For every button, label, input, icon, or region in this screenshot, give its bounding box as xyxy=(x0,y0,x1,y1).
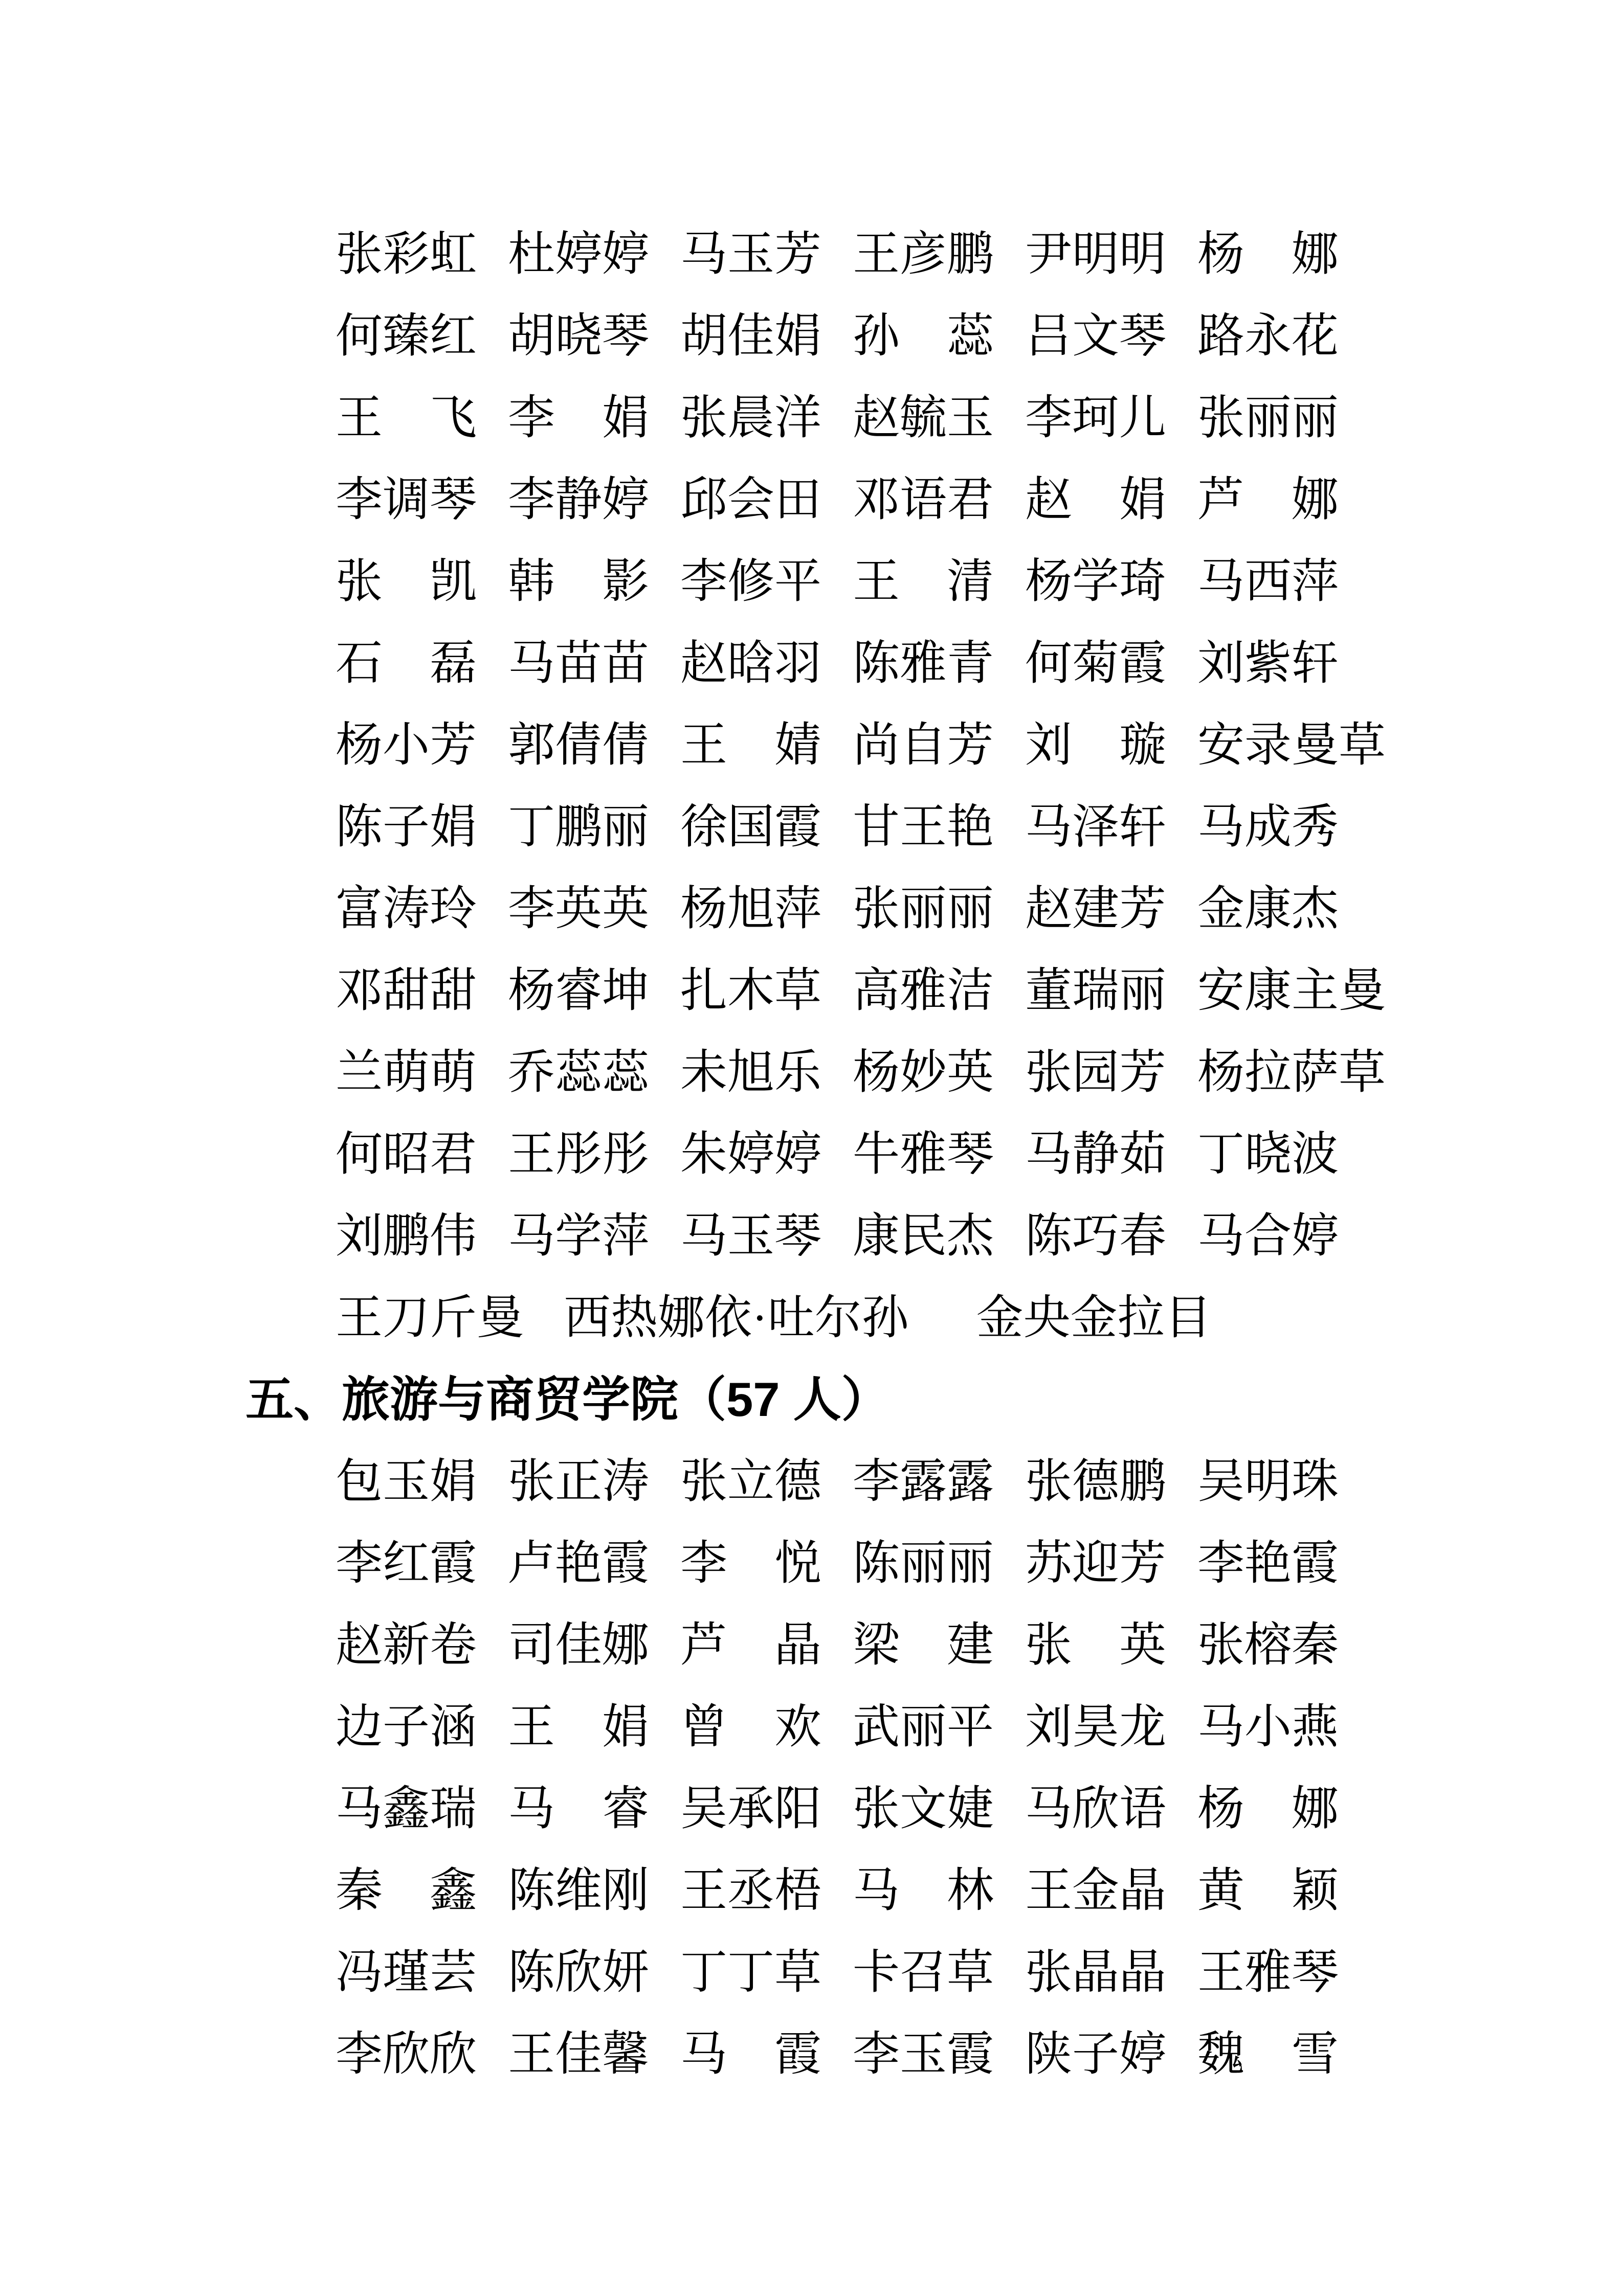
student-name: 马欣语 xyxy=(1025,1783,1167,1835)
student-name: 邱会田 xyxy=(680,474,822,526)
student-name: 李红霞 xyxy=(336,1537,477,1589)
student-name: 乔蕊蕊 xyxy=(508,1046,650,1098)
student-name: 金央金拉目 xyxy=(976,1292,1212,1344)
student-name: 石 磊 xyxy=(336,637,477,689)
student-name: 杨睿坤 xyxy=(508,964,650,1017)
student-name: 尚自芳 xyxy=(853,719,994,771)
name-row xyxy=(336,295,1624,377)
name-row xyxy=(336,2013,1624,2095)
student-name: 胡晓琴 xyxy=(508,310,650,362)
student-name: 赵新卷 xyxy=(336,1619,477,1671)
student-name: 张正涛 xyxy=(508,1455,650,1507)
student-name: 赵建芳 xyxy=(1025,883,1167,935)
student-name: 张 英 xyxy=(1025,1619,1167,1671)
name-row xyxy=(336,950,1624,1031)
name-list-top xyxy=(336,213,1624,1277)
student-name: 刘鹏伟 xyxy=(336,1210,477,1262)
student-name: 李修平 xyxy=(680,555,822,607)
student-name: 赵 娟 xyxy=(1025,474,1167,526)
student-name: 董瑞丽 xyxy=(1025,964,1167,1017)
student-name: 赵毓玉 xyxy=(853,392,994,444)
student-name: 陈欣妍 xyxy=(508,1946,650,1998)
student-name: 芦 娜 xyxy=(1197,474,1339,526)
student-name: 吕文琴 xyxy=(1025,310,1167,362)
student-name: 朱婷婷 xyxy=(680,1128,822,1180)
name-row xyxy=(336,1604,1624,1686)
name-list-content xyxy=(246,213,1624,2095)
name-list-bottom xyxy=(336,1440,1624,2095)
student-name: 边子涵 xyxy=(336,1701,477,1753)
student-name: 丁鹏丽 xyxy=(508,801,650,853)
name-row xyxy=(336,1440,1624,1522)
student-name: 黄 颖 xyxy=(1197,1864,1339,1917)
student-name: 马小燕 xyxy=(1197,1701,1339,1753)
student-name: 张德鹏 xyxy=(1025,1455,1167,1507)
student-name: 李英英 xyxy=(508,883,650,935)
student-name: 刘昊龙 xyxy=(1025,1701,1167,1753)
name-row xyxy=(336,1931,1624,2013)
name-row xyxy=(336,786,1624,868)
name-row xyxy=(336,1195,1624,1277)
name-row xyxy=(336,1031,1624,1113)
student-name: 马合婷 xyxy=(1197,1210,1339,1262)
section-heading-text: 五、旅游与商贸学院（57 人） xyxy=(246,1372,889,1426)
long-name-row xyxy=(336,1277,1624,1359)
student-name: 胡佳娟 xyxy=(680,310,822,362)
student-name: 牛雅琴 xyxy=(853,1128,994,1180)
student-name: 司佳娜 xyxy=(508,1619,650,1671)
student-name: 张彩虹 xyxy=(336,228,477,280)
student-name: 安录曼草 xyxy=(1197,719,1386,771)
student-name: 马 霞 xyxy=(680,2028,822,2080)
student-name: 张晶晶 xyxy=(1025,1946,1167,1998)
student-name: 卢艳霞 xyxy=(508,1537,650,1589)
student-name: 韩 影 xyxy=(508,555,650,607)
student-name: 李调琴 xyxy=(336,474,477,526)
student-name: 马玉芳 xyxy=(680,228,822,280)
student-name: 梁 建 xyxy=(853,1619,994,1671)
student-name: 张 凯 xyxy=(336,555,477,607)
student-name: 武丽平 xyxy=(853,1701,994,1753)
student-name: 邓甜甜 xyxy=(336,964,477,1017)
student-name: 张晨洋 xyxy=(680,392,822,444)
student-name: 安康主曼 xyxy=(1197,964,1386,1017)
student-name: 何昭君 xyxy=(336,1128,477,1180)
student-name: 陕子婷 xyxy=(1025,2028,1167,2080)
student-name: 高雅洁 xyxy=(853,964,994,1017)
student-name: 王 娟 xyxy=(508,1701,650,1753)
student-name: 杨拉萨草 xyxy=(1197,1046,1386,1098)
student-name: 王 清 xyxy=(853,555,994,607)
student-name: 李 悦 xyxy=(680,1537,822,1589)
student-name: 邓语君 xyxy=(853,474,994,526)
student-name: 何臻红 xyxy=(336,310,477,362)
student-name: 李珂儿 xyxy=(1025,392,1167,444)
student-name: 李玉霞 xyxy=(853,2028,994,2080)
student-name: 吴明珠 xyxy=(1197,1455,1339,1507)
student-name: 马成秀 xyxy=(1197,801,1339,853)
student-name: 李艳霞 xyxy=(1197,1537,1339,1589)
student-name: 马 林 xyxy=(853,1864,994,1917)
student-name: 王 飞 xyxy=(336,392,477,444)
student-name: 张立德 xyxy=(680,1455,822,1507)
name-row xyxy=(336,1768,1624,1850)
student-name: 扎木草 xyxy=(680,964,822,1017)
student-name: 李露露 xyxy=(853,1455,994,1507)
student-name: 丁晓波 xyxy=(1197,1128,1339,1180)
student-name: 杨旭萍 xyxy=(680,883,822,935)
student-name: 金康杰 xyxy=(1197,883,1339,935)
student-name: 马静茹 xyxy=(1025,1128,1167,1180)
student-name: 徐国霞 xyxy=(680,801,822,853)
student-name: 陈巧春 xyxy=(1025,1210,1167,1262)
student-name: 杨学琦 xyxy=(1025,555,1167,607)
name-row xyxy=(336,704,1624,786)
student-name: 丁丁草 xyxy=(680,1946,822,1998)
section-heading xyxy=(246,1359,1624,1440)
student-name: 陈维刚 xyxy=(508,1864,650,1917)
student-name: 陈雅青 xyxy=(853,637,994,689)
student-name: 杨 娜 xyxy=(1197,1783,1339,1835)
student-name: 李欣欣 xyxy=(336,2028,477,2080)
student-name: 芦 晶 xyxy=(680,1619,822,1671)
student-name: 魏 雪 xyxy=(1197,2028,1339,2080)
name-row xyxy=(336,541,1624,622)
student-name: 王金晶 xyxy=(1025,1864,1167,1917)
student-name: 刘 璇 xyxy=(1025,719,1167,771)
student-name: 马玉琴 xyxy=(680,1210,822,1262)
name-row xyxy=(336,377,1624,459)
student-name: 陈子娟 xyxy=(336,801,477,853)
student-name: 苏迎芳 xyxy=(1025,1537,1167,1589)
student-name: 秦 鑫 xyxy=(336,1864,477,1917)
student-name: 杨妙英 xyxy=(853,1046,994,1098)
student-name: 杜婷婷 xyxy=(508,228,650,280)
student-name: 王彤彤 xyxy=(508,1128,650,1180)
student-name: 马 睿 xyxy=(508,1783,650,1835)
student-name: 马学萍 xyxy=(508,1210,650,1262)
student-name: 马苗苗 xyxy=(508,637,650,689)
student-name: 王丞梧 xyxy=(680,1864,822,1917)
student-name: 包玉娟 xyxy=(336,1455,477,1507)
student-name: 王雅琴 xyxy=(1197,1946,1339,1998)
student-name: 赵晗羽 xyxy=(680,637,822,689)
student-name: 张丽丽 xyxy=(1197,392,1339,444)
student-name: 孙 蕊 xyxy=(853,310,994,362)
student-name: 未旭乐 xyxy=(680,1046,822,1098)
student-name: 王刀斤曼 xyxy=(336,1292,524,1344)
name-row xyxy=(336,459,1624,541)
student-name: 富涛玲 xyxy=(336,883,477,935)
student-name: 张丽丽 xyxy=(853,883,994,935)
name-row xyxy=(336,1686,1624,1768)
student-name: 张榕秦 xyxy=(1197,1619,1339,1671)
student-name: 张文婕 xyxy=(853,1783,994,1835)
student-name: 陈丽丽 xyxy=(853,1537,994,1589)
student-name: 兰萌萌 xyxy=(336,1046,477,1098)
student-name: 西热娜依·吐尔孙 xyxy=(564,1292,909,1344)
student-name: 李静婷 xyxy=(508,474,650,526)
student-name: 王佳馨 xyxy=(508,2028,650,2080)
student-name: 曾 欢 xyxy=(680,1701,822,1753)
student-name: 郭倩倩 xyxy=(508,719,650,771)
student-name: 吴承阳 xyxy=(680,1783,822,1835)
student-name: 何菊霞 xyxy=(1025,637,1167,689)
name-row xyxy=(336,622,1624,704)
student-name: 王 婧 xyxy=(680,719,822,771)
name-row xyxy=(336,868,1624,950)
student-name: 路永花 xyxy=(1197,310,1339,362)
student-name: 尹明明 xyxy=(1025,228,1167,280)
student-name: 张园芳 xyxy=(1025,1046,1167,1098)
student-name: 马西萍 xyxy=(1197,555,1339,607)
name-row xyxy=(336,1522,1624,1604)
student-name: 王彦鹏 xyxy=(853,228,994,280)
student-name: 马鑫瑞 xyxy=(336,1783,477,1835)
name-row xyxy=(336,213,1624,295)
student-name: 杨 娜 xyxy=(1197,228,1339,280)
student-name: 冯瑾芸 xyxy=(336,1946,477,1998)
student-name: 甘王艳 xyxy=(853,801,994,853)
student-name: 康民杰 xyxy=(853,1210,994,1262)
name-row xyxy=(336,1113,1624,1195)
name-row xyxy=(336,1850,1624,1931)
student-name: 杨小芳 xyxy=(336,719,477,771)
student-name: 马泽轩 xyxy=(1025,801,1167,853)
student-name: 李 娟 xyxy=(508,392,650,444)
student-name: 卡召草 xyxy=(853,1946,994,1998)
student-name: 刘紫轩 xyxy=(1197,637,1339,689)
